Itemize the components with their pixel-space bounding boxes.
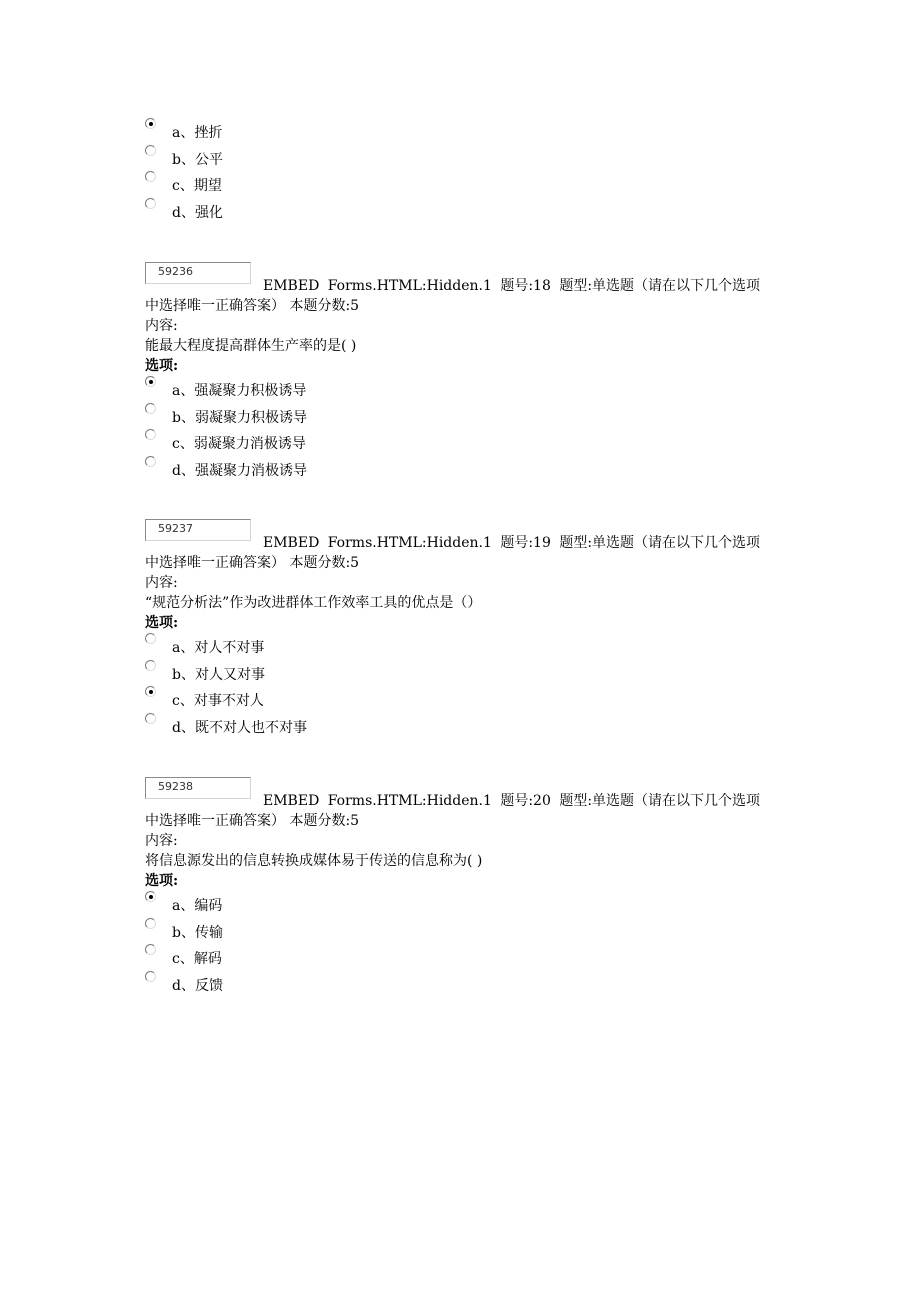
option-label: d、既不对人也不对事	[172, 719, 307, 736]
radio-button[interactable]	[145, 429, 156, 440]
option-row[interactable]	[145, 198, 785, 225]
hidden-field-value: 59236	[158, 265, 193, 278]
option-label: c、期望	[172, 178, 222, 194]
question-block	[145, 519, 785, 749]
option-label: d、强凝聚力消极诱导	[172, 462, 307, 479]
option-label: c、对事不对人	[172, 693, 264, 709]
radio-button[interactable]	[145, 660, 156, 671]
question-block	[145, 777, 785, 1007]
radio-button[interactable]	[145, 686, 156, 697]
option-row[interactable]	[145, 171, 785, 198]
radio-button[interactable]	[145, 198, 156, 209]
question-meta: EMBED Forms.HTML:Hidden.1 题号:20 题型:单选题（请在以下几个选项	[263, 793, 761, 809]
top-options	[145, 118, 785, 224]
options-label: 选项:	[145, 358, 179, 374]
option-row[interactable]	[145, 145, 785, 172]
option-row[interactable]	[145, 118, 785, 145]
question-meta-continued: 中选择唯一正确答案） 本题分数:5	[145, 298, 360, 314]
question-text: 能最大程度提高群体生产率的是( )	[145, 338, 357, 354]
radio-button[interactable]	[145, 944, 156, 955]
options-label: 选项:	[145, 873, 179, 889]
hidden-field[interactable]	[145, 519, 251, 541]
radio-button[interactable]	[145, 633, 156, 644]
radio-button[interactable]	[145, 891, 156, 902]
option-label: b、传输	[172, 924, 223, 941]
radio-button[interactable]	[145, 171, 156, 182]
question-text: “规范分析法”作为改进群体工作效率工具的优点是（）	[145, 595, 482, 611]
hidden-field[interactable]	[145, 262, 251, 284]
option-label: b、对人又对事	[172, 666, 265, 683]
hidden-field[interactable]	[145, 777, 251, 799]
option-label: a、挫折	[172, 125, 223, 141]
option-label: a、编码	[172, 898, 223, 914]
option-label: d、强化	[172, 204, 223, 221]
option-label: b、公平	[172, 151, 223, 168]
content-label: 内容:	[145, 318, 178, 334]
option-label: a、对人不对事	[172, 640, 265, 656]
question-meta: EMBED Forms.HTML:Hidden.1 题号:19 题型:单选题（请在以下几个选项	[263, 535, 761, 551]
radio-button[interactable]	[145, 918, 156, 929]
question-text: 将信息源发出的信息转换成媒体易于传送的信息称为( )	[145, 853, 483, 869]
hidden-field-value: 59238	[158, 780, 193, 793]
option-label: a、强凝聚力积极诱导	[172, 383, 307, 399]
option-label: b、弱凝聚力积极诱导	[172, 409, 307, 426]
content-label: 内容:	[145, 833, 178, 849]
radio-button[interactable]	[145, 376, 156, 387]
radio-button[interactable]	[145, 971, 156, 982]
options-label: 选项:	[145, 615, 179, 631]
option-label: c、解码	[172, 951, 222, 967]
radio-button[interactable]	[145, 403, 156, 414]
question-meta-continued: 中选择唯一正确答案） 本题分数:5	[145, 813, 360, 829]
question-meta-continued: 中选择唯一正确答案） 本题分数:5	[145, 555, 360, 571]
radio-button[interactable]	[145, 456, 156, 467]
radio-button[interactable]	[145, 118, 156, 129]
radio-button[interactable]	[145, 145, 156, 156]
question-block	[145, 262, 785, 492]
option-label: d、反馈	[172, 977, 223, 994]
radio-button[interactable]	[145, 713, 156, 724]
question-meta: EMBED Forms.HTML:Hidden.1 题号:18 题型:单选题（请在以下几个选项	[263, 278, 761, 294]
option-label: c、弱凝聚力消极诱导	[172, 436, 306, 452]
hidden-field-value: 59237	[158, 522, 193, 535]
content-label: 内容:	[145, 575, 178, 591]
